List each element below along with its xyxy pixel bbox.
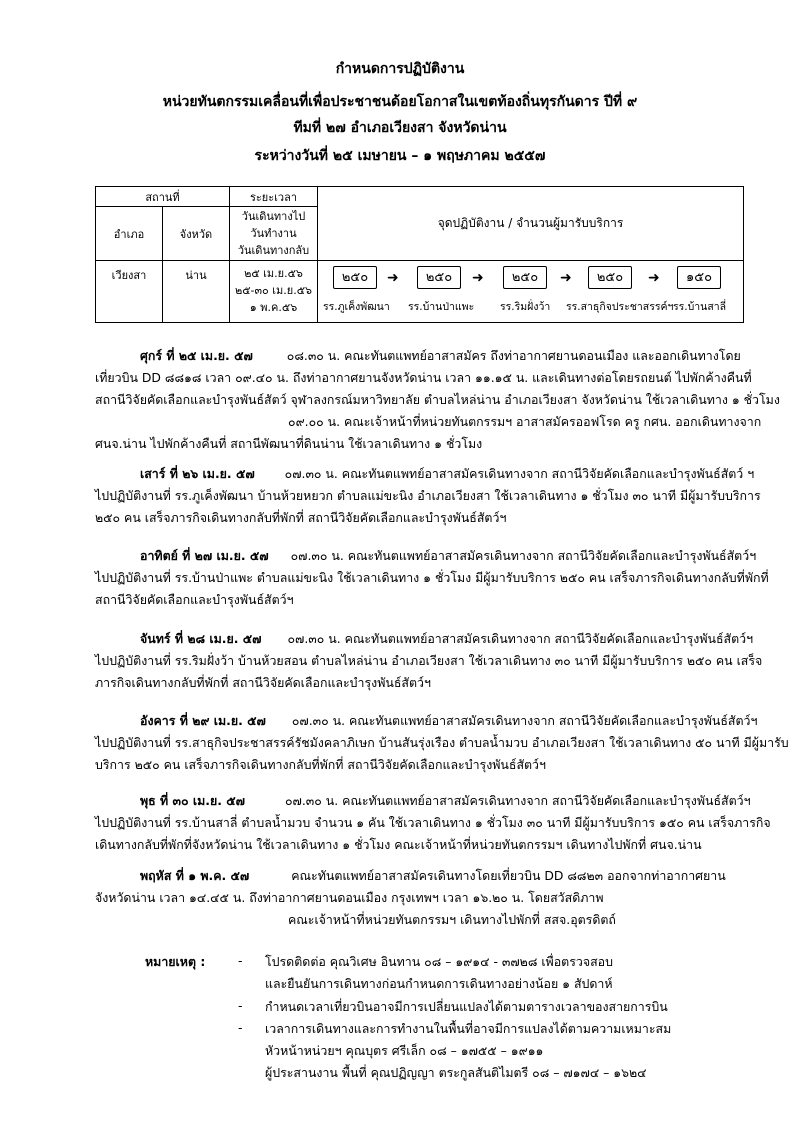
cell-amphoe: เวียงสา — [96, 261, 163, 323]
day-text: ๐๗.๓๐ น. คณะทันตแพทย์อาสาสมัครเดินทางจาก สถานีวิจัยคัดเลือกและบำรุงพันธ์สัตว์ฯ — [287, 631, 754, 646]
note-item: และยืนยันการเดินทางก่อนกำหนดการเดินทางอย่างน้อย ๑ สัปดาห์ — [265, 976, 613, 991]
day-text: ๐๘.๓๐ น. คณะทันตแพทย์อาสาสมัคร ถึงท่าอากาศยานดอนเมือง และออกเดินทางโดย — [286, 348, 741, 363]
day-text: ๐๗.๓๐ น. คณะทันตแพทย์อาสาสมัครเดินทางจาก สถานีวิจัยคัดเลือกและบำรุงพันธ์สัตว์ ฯ — [284, 466, 755, 481]
count-box: ๒๕๐ — [503, 266, 547, 289]
day-block — [95, 710, 789, 776]
th-points: จุดปฏิบัติงาน / จำนวนผู้มารับบริการ — [318, 187, 744, 261]
day-heading: ศุกร์ ที่ ๒๕ เม.ย. ๕๗ — [140, 348, 253, 363]
date-go: ๒๕ เม.ย.๕๖ — [244, 267, 303, 280]
day-heading: พฤหัส ที่ ๑ พ.ค. ๕๗ — [140, 868, 250, 883]
arrow-icon: ➜ — [648, 270, 660, 286]
day-heading: อาทิตย์ ที่ ๒๗ เม.ย. ๕๗ — [140, 548, 269, 563]
day-text: ศนจ.น่าน ไปพักค้างคืนที่ สถานีพัฒนาที่ดินน่าน ใช้เวลาเดินทาง ๑ ชั่วโมง — [95, 436, 483, 451]
day-text: สถานีวิจัยคัดเลือกและบำรุงพันธ์สัตว์ฯ — [95, 592, 294, 607]
cell-dates — [230, 261, 318, 323]
day-heading: พุธ ที่ ๓๐ เม.ย. ๕๗ — [140, 793, 245, 808]
notes-label: หมายเหตุ : — [145, 954, 206, 969]
school-name: รร.ริมฝั่งว้า — [500, 301, 551, 313]
count-box: ๒๕๐ — [333, 266, 377, 289]
arrow-icon: ➜ — [472, 270, 484, 286]
day-text: เที่ยวบิน DD ๘๘๑๘ เวลา ๐๙.๔๐ น. ถึงท่าอากาศยานจังหวัดน่าน เวลา ๑๑.๑๕ น. และเดินทางต่อโดยรถยนต์ ไปพักค้างคืนที่ — [95, 370, 752, 385]
day-heading: จันทร์ ที่ ๒๘ เม.ย. ๕๗ — [140, 631, 262, 646]
day-text: ไปปฏิบัติงานที่ รร.บ้านสาลี่ ตำบลน้ำมวบ จำนวน ๑ คัน ใช้เวลาเดินทาง ๑ ชั่วโมง ๓๐ นาที มีผู้มารับบริการ ๑๕๐ คน เสร็จภารกิจ — [95, 815, 771, 830]
day-text: เดินทางกลับที่พักที่จังหวัดน่าน ใช้เวลาเดินทาง ๑ ชั่วโมง คณะเจ้าหน้าที่หน่วยทันตกรรมฯ เดินทางไปพักที่ ศนจ.น่าน — [95, 837, 702, 852]
cell-province: น่าน — [163, 261, 230, 323]
day-heading: เสาร์ ที่ ๒๖ เม.ย. ๕๗ — [140, 466, 255, 481]
school-name: รร.บ้านป่าแพะ — [408, 301, 475, 313]
day-text: คณะทันตแพทย์อาสาสมัครเดินทางโดยเที่ยวบิน DD ๘๘๒๓ ออกจากท่าอากาศยาน — [291, 868, 726, 883]
th-time: ระยะเวลา — [230, 187, 318, 207]
day-text: ๐๗.๓๐ น. คณะทันตแพทย์อาสาสมัครเดินทางจาก สถานีวิจัยคัดเลือกและบำรุงพันธ์สัตว์ฯ — [290, 548, 757, 563]
th-province: จังหวัด — [163, 207, 230, 261]
day-block — [95, 463, 761, 529]
th-time-work: วันทำงาน — [250, 227, 297, 240]
day-text: ไปปฏิบัติงานที่ รร.ริมฝั่งว้า บ้านห้วยสอน ตำบลไหล่น่าน อำเภอเวียงสา ใช้เวลาเดินทาง ๓๐ นาที มีผู้มารับบริการ ๒๕๐ คน เสร็จ — [95, 653, 763, 668]
note-item: หัวหน้าหน่วยฯ คุณบุตร ศรีเล็ก ๐๘ – ๑๗๕๕ – ๑๙๑๑ — [265, 1043, 544, 1058]
day-block — [95, 345, 780, 455]
count-box: ๒๕๐ — [417, 266, 461, 289]
day-text: ไปปฏิบัติงานที่ รร.ภูเค็งพัฒนา บ้านห้วยหยวก ตำบลแม่ขะนิง อำเภอเวียงสา ใช้เวลาเดินทาง ๑ ชั่วโมง ๓๐ นาที มีผู้มารับบริการ — [95, 488, 761, 503]
day-block — [95, 790, 771, 856]
day-text: ไปปฏิบัติงานที่ รร.สาธุกิจประชาสรรค์รัชมังคลาภิเษก บ้านสันรุ่งเรือง ตำบลน้ำมวบ อำเภอเวียงสา ใช้เวลาเดินทาง ๕๐ นาที มีผู้มารับ — [95, 735, 789, 750]
day-text: คณะเจ้าหน้าที่หน่วยทันตกรรมฯ เดินทางไปพักที่ สสจ.อุตรดิตถ์ — [288, 912, 616, 927]
school-name: รร.บ้านสาลี่ — [673, 301, 727, 313]
th-time-go: วันเดินทางไป — [241, 210, 306, 223]
day-text: ๐๗.๓๐ น. คณะทันตแพทย์อาสาสมัครเดินทางจาก สถานีวิจัยคัดเลือกและบำรุงพันธ์สัตว์ฯ — [291, 713, 758, 728]
count-box: ๑๕๐ — [677, 266, 721, 289]
date-work: ๒๕-๓๐ เม.ย.๕๖ — [234, 284, 313, 297]
date-back: ๑ พ.ค.๕๖ — [249, 301, 298, 314]
note-item: ผู้ประสานงาน พื้นที่ คุณปฏิญญา ตระกูลสันติไมตรี ๐๘ – ๗๑๗๔ – ๑๖๒๔ — [265, 1065, 647, 1080]
note-item: เวลาการเดินทางและการทำงานในพื้นที่อาจมีการแปลงได้ตามความเหมาะสม — [265, 1021, 672, 1036]
count-box: ๒๕๐ — [588, 266, 632, 289]
day-text: สถานีวิจัยคัดเลือกและบำรุงพันธ์สัตว์ จุฬาลงกรณ์มหาวิทยาลัย ตำบลไหล่น่าน อำเภอเวียงสา จังหวัดน่าน ใช้เวลาเดินทาง ๑ ชั่วโมง — [95, 392, 780, 407]
note-dash: - — [238, 1020, 243, 1035]
day-block — [95, 628, 763, 694]
doc-subtitle: หน่วยทันตกรรมเคลื่อนที่เพื่อประชาชนด้อยโอกาสในเขตท้องถิ่นทุรกันดาร ปีที่ ๙ — [162, 94, 638, 110]
school-name: รร.ภูเค็งพัฒนา — [323, 301, 390, 313]
date-range: ระหว่างวันที่ ๒๕ เมษายน – ๑ พฤษภาคม ๒๕๕๗ — [254, 148, 546, 164]
th-time-sub — [230, 207, 318, 261]
note-item: กำหนดเวลาเที่ยวบินอาจมีการเปลี่ยนแปลงได้ตามตารางเวลาของสายการบิน — [265, 999, 668, 1014]
day-text: ไปปฏิบัติงานที่ รร.บ้านป่าแพะ ตำบลแม่ขะนิง ใช้เวลาเดินทาง ๑ ชั่วโมง มีผู้มารับบริการ ๒๕๐ คน เสร็จภารกิจเดินทางกลับที่พักที่ — [95, 570, 769, 585]
day-text: จังหวัดน่าน เวลา ๑๔.๔๕ น. ถึงท่าอากาศยานดอนเมือง กรุงเทพฯ เวลา ๑๖.๒๐ น. โดยสวัสดิภาพ — [95, 890, 604, 905]
school-name: รร.สาธุกิจประชาสรรค์ฯ — [566, 301, 674, 313]
day-text: ๐๗.๓๐ น. คณะทันตแพทย์อาสาสมัครเดินทางจาก สถานีวิจัยคัดเลือกและบำรุงพันธ์สัตว์ฯ — [284, 793, 751, 808]
arrow-icon: ➜ — [560, 270, 572, 286]
day-block — [95, 865, 755, 931]
arrow-icon: ➜ — [387, 270, 399, 286]
day-text: บริการ ๒๕๐ คน เสร็จภารกิจเดินทางกลับที่พักที่ สถานีวิจัยคัดเลือกและบำรุงพันธ์สัตว์ฯ — [95, 757, 546, 772]
day-text: ๐๙.๐๐ น. คณะเจ้าหน้าที่หน่วยทันตกรรมฯ อาสาสมัครออฟโรด ครู กศน. ออกเดินทางจาก — [288, 414, 762, 429]
day-heading: อังคาร ที่ ๒๙ เม.ย. ๕๗ — [140, 713, 266, 728]
th-amphoe: อำเภอ — [96, 207, 163, 261]
day-text: ภารกิจเดินทางกลับที่พักที่ สถานีวิจัยคัดเลือกและบำรุงพันธ์สัตว์ฯ — [95, 675, 431, 690]
day-block — [95, 545, 769, 611]
note-dash: - — [238, 998, 243, 1013]
team-line: ทีมที่ ๒๗ อำเภอเวียงสา จังหวัดน่าน — [293, 120, 507, 136]
note-item: โปรดติดต่อ คุณวิเศษ อินทาน ๐๘ – ๑๙๑๔ - ๓๗๒๘ เพื่อตรวจสอบ — [265, 954, 613, 969]
note-dash: - — [238, 953, 243, 968]
th-time-back: วันเดินทางกลับ — [237, 244, 310, 257]
day-text: ๒๕๐ คน เสร็จภารกิจเดินทางกลับที่พักที่ สถานีวิจัยคัดเลือกและบำรุงพันธ์สัตว์ฯ — [95, 510, 507, 525]
doc-title: กำหนดการปฏิบัติงาน — [335, 61, 465, 77]
th-place: สถานที่ — [96, 187, 230, 207]
